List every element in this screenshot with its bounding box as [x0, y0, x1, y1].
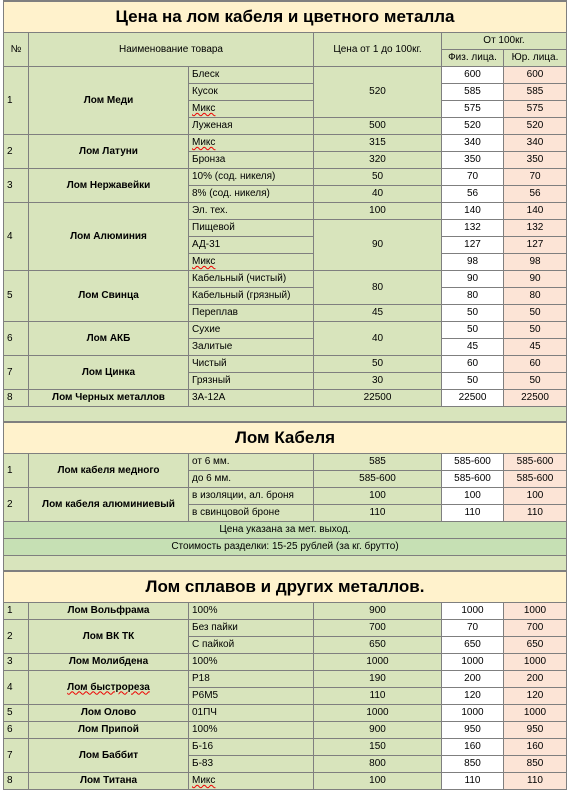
price-phys: 350: [442, 152, 504, 169]
item-variant: Луженая: [189, 118, 314, 135]
price-jur: 585-600: [504, 454, 567, 471]
price-phys: 200: [442, 671, 504, 688]
col-price-small: Цена от 1 до 100кг.: [314, 33, 442, 67]
item-name: Лом Алюминия: [29, 203, 189, 271]
price-jur: 850: [504, 756, 567, 773]
item-name: Лом Меди: [29, 67, 189, 135]
table-row: [4, 322, 567, 339]
price-jur: 100: [504, 488, 567, 505]
item-variant: 01ПЧ: [189, 705, 314, 722]
item-variant: Залитые: [189, 339, 314, 356]
price-jur: 45: [504, 339, 567, 356]
row-number: 1: [4, 67, 29, 135]
price-small: 22500: [314, 390, 442, 407]
table-row: [4, 135, 567, 152]
price-phys: 98: [442, 254, 504, 271]
table-row: [4, 454, 567, 471]
row-number: 6: [4, 722, 29, 739]
table-row: [4, 390, 567, 407]
item-variant: Кабельный (грязный): [189, 288, 314, 305]
note: Стоимость разделки: 15-25 рублей (за кг. брутто): [4, 539, 567, 556]
price-phys: 50: [442, 373, 504, 390]
item-variant: в изоляции, ал. броня: [189, 488, 314, 505]
section-title-row: [4, 422, 567, 454]
row-number: 6: [4, 322, 29, 356]
col-no: №: [4, 33, 29, 67]
item-variant: Эл. тех.: [189, 203, 314, 220]
item-name: Лом кабеля алюминиевый: [29, 488, 189, 522]
price-phys: 585: [442, 84, 504, 101]
price-jur: 1000: [504, 603, 567, 620]
item-name: Лом быстрореза: [29, 671, 189, 705]
row-number: 1: [4, 454, 29, 488]
price-phys: 650: [442, 637, 504, 654]
price-small: 110: [314, 688, 442, 705]
table-row: [4, 271, 567, 288]
price-small: 320: [314, 152, 442, 169]
item-variant: в свинцовой броне: [189, 505, 314, 522]
row-number: 2: [4, 620, 29, 654]
price-phys: 127: [442, 237, 504, 254]
col-phys: Физ. лица.: [442, 50, 504, 67]
price-phys: 850: [442, 756, 504, 773]
price-small: 50: [314, 356, 442, 373]
table-row: [4, 203, 567, 220]
item-name: Лом АКБ: [29, 322, 189, 356]
price-phys: 60: [442, 356, 504, 373]
item-name: Лом Баббит: [29, 739, 189, 773]
price-small: 520: [314, 67, 442, 118]
section-title-row: [4, 571, 567, 603]
price-phys: 160: [442, 739, 504, 756]
item-variant: от 6 мм.: [189, 454, 314, 471]
item-variant: Микс: [189, 254, 314, 271]
price-jur: 110: [504, 505, 567, 522]
note: Цена указана за мет. выход.: [4, 522, 567, 539]
header-row: [4, 33, 567, 50]
price-jur: 200: [504, 671, 567, 688]
price-jur: 350: [504, 152, 567, 169]
price-phys: 100: [442, 488, 504, 505]
row-number: 3: [4, 654, 29, 671]
item-variant: С пайкой: [189, 637, 314, 654]
row-number: 8: [4, 773, 29, 790]
price-jur: 585: [504, 84, 567, 101]
price-phys: 950: [442, 722, 504, 739]
item-variant: Микс: [189, 101, 314, 118]
item-variant: Р6М5: [189, 688, 314, 705]
price-small: 1000: [314, 654, 442, 671]
item-variant: Р18: [189, 671, 314, 688]
price-small: 50: [314, 169, 442, 186]
price-jur: 90: [504, 271, 567, 288]
spacer: [4, 407, 567, 423]
row-number: 5: [4, 271, 29, 322]
item-name: Лом кабеля медного: [29, 454, 189, 488]
table-row: [4, 603, 567, 620]
price-phys: 80: [442, 288, 504, 305]
table-row: [4, 705, 567, 722]
price-small: 100: [314, 203, 442, 220]
item-variant: 100%: [189, 722, 314, 739]
table-row: [4, 739, 567, 756]
item-name: Лом Нержавейки: [29, 169, 189, 203]
price-small: 40: [314, 186, 442, 203]
price-jur: 132: [504, 220, 567, 237]
item-name: Лом Титана: [29, 773, 189, 790]
item-name: Лом Латуни: [29, 135, 189, 169]
price-jur: 110: [504, 773, 567, 790]
price-phys: 520: [442, 118, 504, 135]
price-phys: 585-600: [442, 471, 504, 488]
item-name: Лом Олово: [29, 705, 189, 722]
price-small: 1000: [314, 705, 442, 722]
item-name: Лом Вольфрама: [29, 603, 189, 620]
price-small: 500: [314, 118, 442, 135]
price-jur: 600: [504, 67, 567, 84]
section-title-row: [4, 1, 567, 33]
item-variant: Чистый: [189, 356, 314, 373]
price-phys: 600: [442, 67, 504, 84]
item-name: Лом ВК ТК: [29, 620, 189, 654]
price-jur: 50: [504, 305, 567, 322]
section-title: Цена на лом кабеля и цветного металла: [4, 1, 567, 33]
price-phys: 1000: [442, 705, 504, 722]
table-row: [4, 671, 567, 688]
item-name: Лом Молибдена: [29, 654, 189, 671]
item-name: Лом Цинка: [29, 356, 189, 390]
item-variant: Без пайки: [189, 620, 314, 637]
row-number: 1: [4, 603, 29, 620]
price-jur: 50: [504, 322, 567, 339]
price-jur: 1000: [504, 705, 567, 722]
row-number: 4: [4, 671, 29, 705]
price-phys: 110: [442, 773, 504, 790]
price-jur: 120: [504, 688, 567, 705]
price-small: 100: [314, 773, 442, 790]
price-phys: 1000: [442, 603, 504, 620]
item-variant: АД-31: [189, 237, 314, 254]
item-variant: Грязный: [189, 373, 314, 390]
price-small: 30: [314, 373, 442, 390]
price-phys: 70: [442, 620, 504, 637]
spacer-row: [4, 407, 567, 423]
price-jur: 22500: [504, 390, 567, 407]
price-small: 900: [314, 603, 442, 620]
item-variant: 3А-12А: [189, 390, 314, 407]
item-variant: Кабельный (чистый): [189, 271, 314, 288]
section-title: Лом сплавов и других металлов.: [4, 571, 567, 603]
price-small: 150: [314, 739, 442, 756]
table-row: [4, 722, 567, 739]
price-phys: 50: [442, 322, 504, 339]
item-variant: 10% (сод. никеля): [189, 169, 314, 186]
col-jur: Юр. лица.: [504, 50, 567, 67]
price-jur: 650: [504, 637, 567, 654]
note-row: [4, 539, 567, 556]
row-number: 7: [4, 356, 29, 390]
price-phys: 70: [442, 169, 504, 186]
price-jur: 520: [504, 118, 567, 135]
table-row: [4, 67, 567, 84]
item-variant: до 6 мм.: [189, 471, 314, 488]
item-variant: Кусок: [189, 84, 314, 101]
price-jur: 50: [504, 373, 567, 390]
price-jur: 1000: [504, 654, 567, 671]
section-title: Лом Кабеля: [4, 422, 567, 454]
item-variant: Переплав: [189, 305, 314, 322]
row-number: 3: [4, 169, 29, 203]
row-number: 4: [4, 203, 29, 271]
price-phys: 22500: [442, 390, 504, 407]
price-small: 900: [314, 722, 442, 739]
price-phys: 585-600: [442, 454, 504, 471]
price-small: 90: [314, 220, 442, 271]
price-small: 110: [314, 505, 442, 522]
table-row: [4, 169, 567, 186]
item-name: Лом Черных металлов: [29, 390, 189, 407]
price-small: 650: [314, 637, 442, 654]
col-over100: От 100кг.: [442, 33, 567, 50]
price-jur: 127: [504, 237, 567, 254]
table-row: [4, 356, 567, 373]
item-variant: 100%: [189, 654, 314, 671]
item-variant: Микс: [189, 135, 314, 152]
price-jur: 56: [504, 186, 567, 203]
item-variant: 8% (сод. никеля): [189, 186, 314, 203]
price-jur: 160: [504, 739, 567, 756]
price-jur: 700: [504, 620, 567, 637]
price-small: 800: [314, 756, 442, 773]
item-variant: Пищевой: [189, 220, 314, 237]
item-variant: 100%: [189, 603, 314, 620]
price-phys: 1000: [442, 654, 504, 671]
price-jur: 340: [504, 135, 567, 152]
price-jur: 585-600: [504, 471, 567, 488]
row-number: 2: [4, 488, 29, 522]
price-jur: 98: [504, 254, 567, 271]
table-row: [4, 620, 567, 637]
price-jur: 80: [504, 288, 567, 305]
spacer-row: [4, 556, 567, 572]
item-variant: Бронза: [189, 152, 314, 169]
price-jur: 575: [504, 101, 567, 118]
table-row: [4, 488, 567, 505]
item-variant: Сухие: [189, 322, 314, 339]
spacer: [4, 556, 567, 572]
item-variant: Микс: [189, 773, 314, 790]
price-phys: 575: [442, 101, 504, 118]
item-variant: Б-16: [189, 739, 314, 756]
table-row: [4, 773, 567, 790]
price-small: 315: [314, 135, 442, 152]
row-number: 2: [4, 135, 29, 169]
col-name: Наименование товара: [29, 33, 314, 67]
price-small: 585-600: [314, 471, 442, 488]
row-number: 8: [4, 390, 29, 407]
price-phys: 50: [442, 305, 504, 322]
note-row: [4, 522, 567, 539]
table-row: [4, 654, 567, 671]
price-small: 700: [314, 620, 442, 637]
price-jur: 140: [504, 203, 567, 220]
price-phys: 132: [442, 220, 504, 237]
price-phys: 140: [442, 203, 504, 220]
price-phys: 56: [442, 186, 504, 203]
price-small: 100: [314, 488, 442, 505]
item-name: Лом Свинца: [29, 271, 189, 322]
row-number: 7: [4, 739, 29, 773]
price-small: 40: [314, 322, 442, 356]
price-small: 585: [314, 454, 442, 471]
price-small: 190: [314, 671, 442, 688]
price-jur: 60: [504, 356, 567, 373]
price-phys: 45: [442, 339, 504, 356]
price-phys: 120: [442, 688, 504, 705]
price-table: [3, 0, 567, 790]
price-small: 45: [314, 305, 442, 322]
price-phys: 90: [442, 271, 504, 288]
price-phys: 110: [442, 505, 504, 522]
price-jur: 70: [504, 169, 567, 186]
row-number: 5: [4, 705, 29, 722]
item-variant: Б-83: [189, 756, 314, 773]
price-phys: 340: [442, 135, 504, 152]
price-jur: 950: [504, 722, 567, 739]
item-name: Лом Припой: [29, 722, 189, 739]
item-variant: Блеск: [189, 67, 314, 84]
price-small: 80: [314, 271, 442, 305]
